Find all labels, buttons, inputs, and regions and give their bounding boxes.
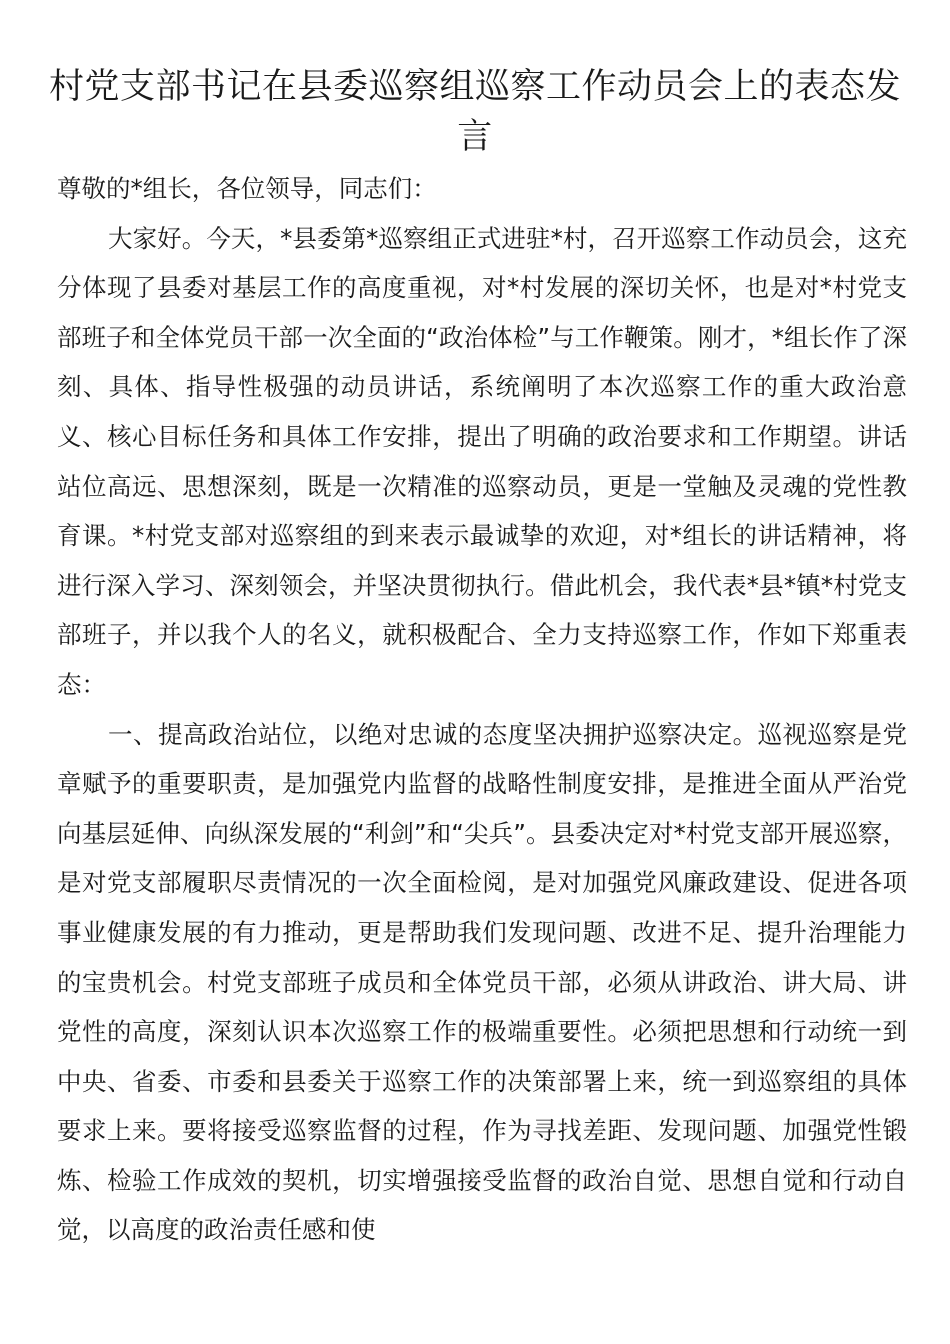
paragraph-text: 巡视巡察是党章赋予的重要职责，是加强党内监督的战略性制度安排，是推进全面从严治党向基层延伸、向纵深发展的“利剑”和“尖兵”。县委决定对*村党支部开展巡察，是对党支部履职尽责情况的一次全面检阅，是对加强党风廉政建设、促进各项事业健康发展的有力推动，更是帮助我们发现问题、改进不足、提升治理能力的宝贵机会。村党支部班子成员和全体党员干部，必须从讲政治、讲大局、讲党性的高度，深刻认识本次巡察工作的极端重要性。必须把思想和行动统一到中央、省委、市委和县委关于巡察工作的决策部署上来，统一到巡察组的具体要求上来。要将接受巡察监督的过程，作为寻找差距、发现问题、加强党性锻炼、检验工作成效的契机，切实增强接受监督的政治自觉、思想自觉和行动自觉，以高度的政治责任感和使 [57, 719, 907, 1245]
paragraph-opening [57, 214, 907, 710]
salutation: 尊敬的*组长，各位领导，同志们： [57, 174, 437, 203]
paragraph-section-one [57, 710, 907, 1256]
paragraph-text: 大家好。今天，*县委第*巡察组正式进驻*村，召开巡察工作动员会，这充分体现了县委对基层工作的高度重视，对*村发展的深切关怀，也是对*村党支部班子和全体党员干部一次全面的“政治体检”与工作鞭策。刚才，*组长作了深刻、具体、指导性极强的动员讲话，系统阐明了本次巡察工作的重大政治意义、核心目标任务和具体工作安排，提出了明确的政治要求和工作期望。讲话站位高远、思想深刻，既是一次精准的巡察动员，更是一堂触及灵魂的党性教育课。*村党支部对巡察组的到来表示最诚挚的欢迎，对*组长的讲话精神，将进行深入学习、深刻领会，并坚决贯彻执行。借此机会，我代表*县*镇*村党支部班子，并以我个人的名义，就积极配合、全力支持巡察工作，作如下郑重表态： [57, 223, 907, 699]
document-body [57, 164, 907, 1255]
document-title: 村党支部书记在县委巡察组巡察工作动员会上的表态发言 [48, 67, 901, 157]
section-heading: 一、提高政治站位，以绝对忠诚的态度坚决拥护巡察决定。 [108, 719, 758, 749]
